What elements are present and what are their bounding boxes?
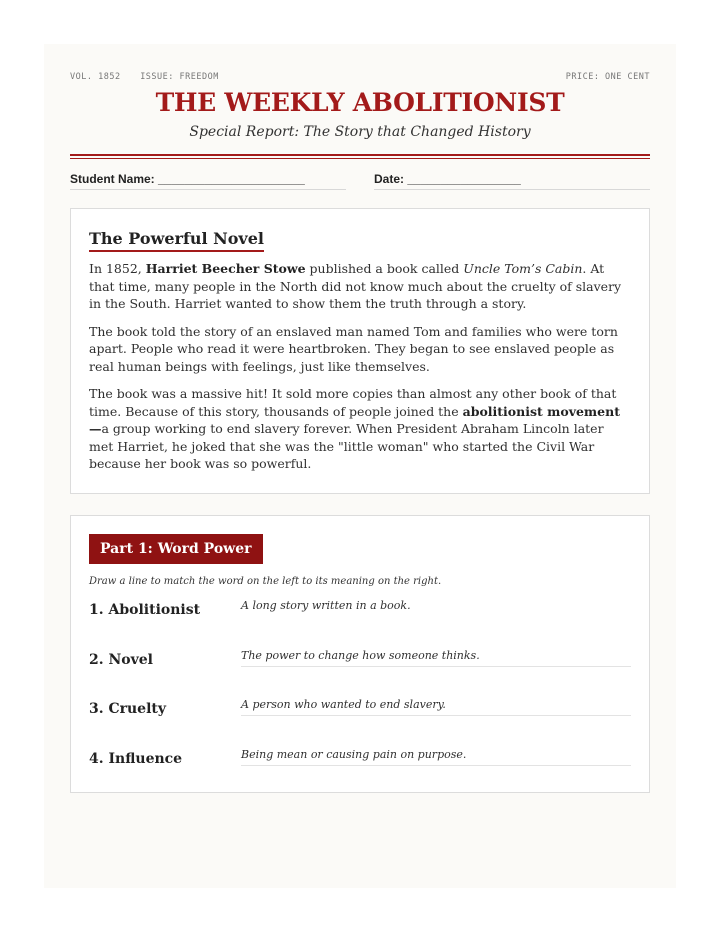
- match-term: 2. Novel: [89, 651, 153, 668]
- masthead-rule-thick: [70, 154, 650, 156]
- newspaper-title: THE WEEKLY ABOLITIONIST: [155, 88, 565, 117]
- book-title: Uncle Tom’s Cabin: [463, 261, 583, 276]
- masthead-meta-left: [70, 72, 219, 82]
- novel-section: [70, 208, 650, 494]
- match-definition: A person who wanted to end slavery.: [241, 698, 631, 716]
- match-definition: Being mean or causing pain on purpose.: [241, 748, 631, 766]
- price-label: PRICE: ONE CENT: [565, 72, 650, 82]
- match-row: [89, 748, 631, 798]
- word-power-banner: Part 1: Word Power: [89, 534, 263, 564]
- masthead-meta: [70, 72, 650, 82]
- match-row: [89, 599, 631, 649]
- matching-instructions: Draw a line to match the word on the left to its meaning on the right.: [89, 576, 442, 587]
- p1-text-c: . At that time, many people in the North did not know much about the cruelty of slavery in the South. Harriet wanted to show them the truth through a story.: [89, 261, 622, 311]
- match-term: 1. Abolitionist: [89, 602, 201, 618]
- novel-heading: The Powerful Novel: [89, 229, 264, 252]
- match-definition: The power to change how someone thinks.: [241, 649, 631, 667]
- match-row: [89, 649, 631, 699]
- match-definition: A long story written in a book.: [241, 599, 411, 612]
- matching-list: [89, 599, 631, 797]
- match-term: 3. Cruelty: [89, 701, 167, 717]
- novel-paragraph-2: The book told the story of an enslaved man named Tom and families who were torn apart. People who read it were heartbroken. They began to see enslaved people as real human beings with feelings, just like themselves.: [89, 323, 618, 374]
- issue-label: ISSUE: FREEDOM: [140, 72, 219, 82]
- match-term: 4. Influence: [89, 750, 183, 767]
- p1-text-b: published a book called: [305, 261, 464, 276]
- newspaper-subtitle: Special Report: The Story that Changed History: [189, 124, 531, 140]
- abolitionist-movement-term: abolitionist movement—: [89, 403, 620, 436]
- student-name-field[interactable]: Student Name: ______________________: [70, 172, 346, 190]
- student-info-row: [70, 172, 650, 190]
- novel-paragraph-3: [89, 385, 631, 473]
- masthead-rule-thin: [70, 158, 650, 159]
- match-row: [89, 698, 631, 748]
- novel-paragraph-1: [89, 260, 631, 313]
- p3-text-b: a group working to end slavery forever. When President Abraham Lincoln later met Harriet, he joked that she was the "little woman" who started the Civil War because her book was so powerful.: [89, 421, 604, 471]
- p3-text-a: The book was a massive hit! It sold more copies than almost any other book of that time. Because of this story, thousands of people joined the: [89, 386, 617, 419]
- p1-text-a: In 1852,: [89, 261, 146, 276]
- date-field[interactable]: Date: _________________: [374, 172, 650, 190]
- worksheet-page: [44, 44, 676, 888]
- author-name: Harriet Beecher Stowe: [145, 261, 306, 276]
- volume-label: VOL. 1852: [70, 72, 121, 82]
- word-power-section: [70, 515, 650, 793]
